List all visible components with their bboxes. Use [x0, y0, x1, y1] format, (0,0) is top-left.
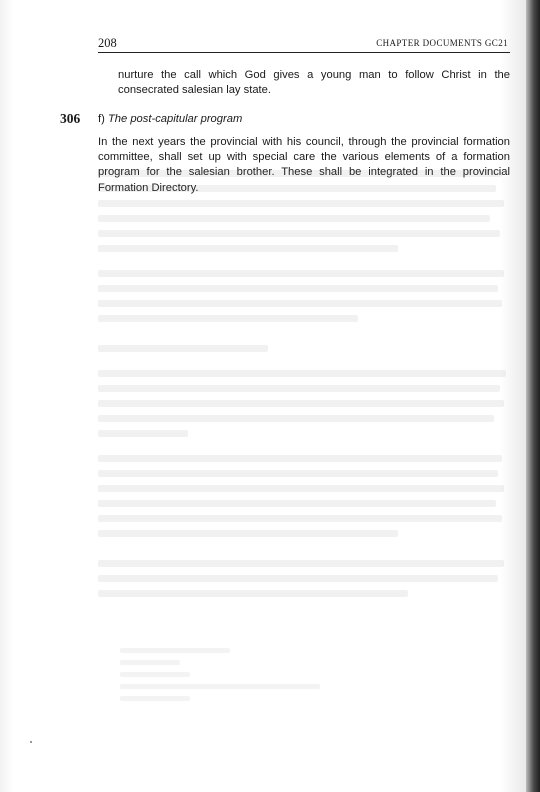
book-spine-shadow — [526, 0, 540, 792]
continued-line-2: consecrated salesian lay state. — [118, 83, 271, 96]
show-through-footnote — [120, 696, 190, 701]
section-label: f) — [98, 113, 105, 125]
show-through-text — [98, 160, 510, 740]
show-through-footnote — [120, 672, 190, 677]
continued-line-1: nurture the call which God gives a young man to follow Christ in the — [118, 69, 510, 81]
section-body: In the next years the provincial with his council, through the provincial formation committee, shall set up with special care the various elements of a formation program for the salesian brother. These shall be integrated in the provincial Formation Directory. — [98, 136, 510, 194]
section-heading — [98, 112, 498, 126]
section-number: 306 — [60, 111, 81, 126]
continued-paragraph — [118, 68, 510, 97]
page-header — [98, 38, 510, 53]
show-through-footnote — [120, 660, 180, 665]
page-number: 208 — [98, 36, 117, 50]
running-head: CHAPTER DOCUMENTS GC21 — [376, 38, 508, 48]
margin-mark — [30, 741, 32, 743]
section-title: The post-capitular program — [107, 113, 243, 125]
show-through-footnote — [120, 648, 230, 653]
show-through-footnote — [120, 684, 320, 689]
